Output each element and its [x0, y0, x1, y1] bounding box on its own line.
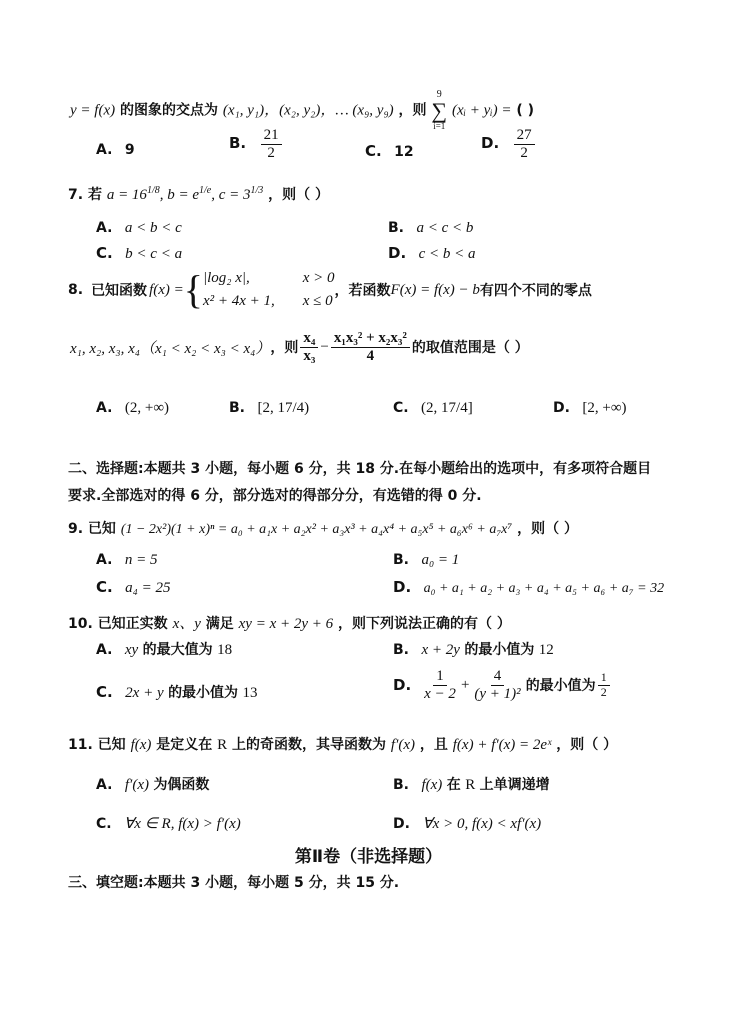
q6-sum-body: (xᵢ + yᵢ) =: [451, 102, 512, 119]
q11-fpx: f′(x): [390, 737, 416, 753]
q11-R: R: [217, 737, 228, 753]
q10-vars: x、y: [172, 616, 201, 632]
question-number: 10.: [68, 616, 93, 632]
option-label: A.: [96, 142, 113, 158]
option-value: [2, 17/4): [257, 400, 310, 416]
option-label: B.: [229, 134, 247, 152]
option-value: a₄ = 25: [125, 580, 171, 596]
q10-mid: 满足: [205, 616, 234, 632]
question-number: 8.: [68, 282, 84, 298]
q8-fraction-1: [300, 330, 318, 364]
q11-text-3: ，且: [419, 737, 448, 753]
q6-text-post: ，则: [398, 102, 427, 119]
fraction-denominator: x − 2: [424, 685, 456, 702]
fraction-denominator: 2: [520, 144, 528, 161]
option-text: 为偶函数: [153, 777, 210, 793]
q8-tail: 有四个不同的零点: [479, 283, 592, 299]
fraction-denominator: (y + 1)²: [474, 685, 521, 702]
option-label: A.: [96, 777, 113, 793]
option-label: C.: [96, 816, 112, 832]
q10-option-c[interactable]: [96, 682, 258, 702]
q6-stem-tail: [70, 90, 534, 131]
option-value: ∀x > 0, f(x) < xf′(x): [422, 816, 542, 832]
q9-option-a[interactable]: [96, 552, 158, 569]
case-1-expr: |log₂ x|,: [202, 270, 250, 286]
question-number: 11.: [68, 737, 93, 753]
option-value: a < b < c: [124, 220, 182, 236]
section2-header-line1: 二、选择题:本题共 3 小题，每小题 6 分，共 18 分.在每小题给出的选项中，有多项符合题目: [68, 461, 652, 477]
option-label: D.: [393, 676, 412, 694]
q10-d-answer-fraction: [598, 671, 610, 698]
q10-option-b[interactable]: [393, 639, 554, 659]
option-value: a < c < b: [416, 220, 474, 236]
option-label: C.: [96, 578, 113, 596]
option-label: D.: [481, 134, 500, 152]
q11-tail: ，则（ ）: [556, 737, 618, 753]
q6-sum-symbol: 9 ∑ i=1: [431, 89, 448, 131]
option-text: 的最小值为: [168, 685, 239, 701]
q8-lead: 已知函数: [91, 283, 148, 299]
q7-option-a[interactable]: [96, 220, 182, 237]
option-text: 在: [446, 777, 461, 793]
q9-option-d[interactable]: [393, 578, 664, 597]
q8-fx: f(x) =: [149, 281, 184, 298]
q8-option-d[interactable]: [553, 400, 627, 417]
option-label: B.: [393, 777, 409, 793]
q6-option-d[interactable]: [481, 127, 537, 161]
q6-option-c[interactable]: [365, 142, 414, 160]
option-label: C.: [365, 142, 382, 160]
q10-option-a[interactable]: [96, 639, 232, 659]
option-R: R: [465, 777, 476, 793]
q7-lead: 若: [87, 187, 102, 203]
option-value: (2, 17/4]: [421, 400, 473, 416]
q11-option-c[interactable]: [96, 814, 241, 833]
option-value: a₀ = 1: [421, 552, 460, 568]
option-label: B.: [388, 220, 404, 236]
option-text: 的最大值为: [142, 642, 213, 658]
option-value: 9: [124, 142, 135, 158]
option-label: D.: [388, 244, 407, 262]
option-value: 18: [217, 642, 233, 658]
q7-option-c[interactable]: [96, 244, 182, 263]
option-text-2: 上单调递增: [479, 777, 550, 793]
option-label: B.: [393, 642, 409, 658]
q7-stem: [68, 184, 329, 204]
q8-Fx: F(x) = f(x) − b: [390, 281, 480, 298]
option-label: D.: [393, 816, 410, 832]
q11-lead: 已知: [97, 737, 126, 753]
q11-stem: [68, 734, 617, 754]
q6-option-b[interactable]: [229, 127, 284, 161]
piecewise-brace: {: [183, 267, 203, 312]
case-2-expr: x² + 4x + 1,: [202, 293, 275, 309]
q6-text-pre: 的图象的交点为: [119, 102, 218, 119]
q11-option-d[interactable]: [393, 814, 541, 833]
q8-then: ，则: [270, 340, 299, 356]
option-label: D.: [553, 400, 570, 416]
q8-option-c[interactable]: [393, 400, 473, 417]
fraction-denominator: 4: [366, 347, 375, 364]
option-expr: 2x + y: [125, 685, 164, 701]
q6-d-fraction: [514, 127, 535, 161]
q8-stem-line2: x₁, x₂, x₃, x₄（x₁ < x₂ < x₃ < x₄） ，则 $\frac{\text{x₄}}{\text{x₃}}$ − $\frac{\text{x₁x₃² + x₂x₃²}}{4}$ 的取值范围是（ ）: [70, 330, 529, 364]
fraction-numerator: 21: [261, 127, 282, 145]
option-label: A.: [96, 220, 113, 236]
option-expr: x + 2y: [421, 642, 460, 658]
q6-answer-paren: ( ): [516, 102, 535, 119]
q8-line2-tail: 的取值范围是（ ）: [411, 340, 529, 356]
option-label: B.: [393, 552, 409, 568]
section2-header-line2: 要求.全部选对的得 6 分，部分选对的得部分分，有选错的得 0 分.: [68, 488, 482, 504]
q7-expression: $a = 16^{1/8}$, $b = e^{1/e}$, $c = 3^{1/3}$: [106, 185, 264, 203]
q6-points: (x₁, y₁)，(x₂, y₂)，… (x₉, y₉): [222, 102, 394, 119]
q11-equation: f(x) + f′(x) = 2eˣ: [452, 737, 552, 753]
q11-fx: f(x): [130, 737, 152, 753]
q11-text-2: 上的奇函数，其导函数为: [232, 737, 387, 753]
option-text: 的最小值为: [525, 678, 596, 694]
q9-expression: (1 − 2x²)(1 + x)ⁿ = a₀ + a₁x + a₂x² + a₃x³ + a₄x⁴ + a₅x⁵ + a₆x⁶ + a₇x⁷: [120, 522, 513, 537]
fraction-numerator: x₁x₃² + x₂x₃²: [331, 330, 410, 348]
option-label: C.: [96, 683, 113, 701]
q6-function: y = f(x): [70, 102, 116, 119]
option-value: n = 5: [124, 552, 158, 568]
case-1-cond: x > 0: [302, 270, 335, 286]
q10-tail: ，则下列说法正确的有（ ）: [338, 616, 511, 632]
q8-mid: ，若函数: [334, 283, 391, 299]
option-value: b < c < a: [125, 246, 183, 262]
fraction-numerator: 27: [514, 127, 535, 145]
q11-option-b[interactable]: [393, 774, 550, 794]
fraction-denominator: 2: [267, 144, 275, 161]
option-label: D.: [393, 578, 412, 596]
option-expr: f′(x): [124, 777, 149, 793]
option-value: ∀x ∈ R, f(x) > f′(x): [124, 816, 241, 832]
option-value: a₀ + a₁ + a₂ + a₃ + a₄ + a₅ + a₆ + a₇ = 32: [423, 581, 665, 596]
q10-expression: xy = x + 2y + 6: [238, 616, 334, 632]
q9-tail: ，则（ ）: [517, 521, 579, 537]
q9-option-b[interactable]: [393, 552, 459, 569]
part2-title: 第Ⅱ卷（非选择题）: [294, 847, 443, 867]
q9-stem: [68, 518, 578, 538]
q7-tail: ，则（ ）: [268, 187, 330, 203]
option-value: [2, +∞): [582, 400, 627, 416]
question-number: 7.: [68, 187, 84, 203]
option-text: 的最小值为: [464, 642, 535, 658]
q9-lead: 已知: [87, 521, 116, 537]
q10-option-d[interactable]: D. $\frac{1}{x - 2}$ + $\frac{4}{\text{(y + 1)²}}$ 的最小值为 $\frac{1}{2}$: [393, 668, 612, 702]
q6-sum-top: 9: [436, 89, 442, 100]
option-expr: xy: [124, 642, 139, 658]
fraction-numerator: x₄: [300, 330, 318, 348]
option-value: 12: [394, 144, 414, 160]
q10-d-fraction-1: [421, 668, 459, 702]
option-value: 12: [538, 642, 554, 658]
option-label: C.: [393, 400, 409, 416]
option-label: A.: [96, 552, 113, 568]
question-number: 9.: [68, 521, 84, 537]
option-label: B.: [229, 400, 245, 416]
option-expr: f(x): [421, 777, 443, 793]
option-label: A.: [96, 642, 113, 658]
fraction-numerator: 1: [598, 671, 610, 685]
q11-text-1: 是定义在: [156, 737, 213, 753]
q7-option-d[interactable]: [388, 244, 476, 263]
section3-header: 三、填空题:本题共 3 小题，每小题 5 分，共 15 分.: [68, 875, 400, 891]
q10-d-fraction-2: [471, 668, 523, 702]
q8-option-b[interactable]: [229, 400, 309, 417]
q9-option-c[interactable]: [96, 578, 171, 597]
q11-option-a[interactable]: [96, 774, 209, 794]
fraction-numerator: 1: [433, 668, 447, 686]
fraction-denominator: x₃: [303, 347, 316, 364]
option-value: (2, +∞): [124, 400, 170, 416]
q8-fraction-2: [331, 330, 410, 364]
q8-stem: [68, 267, 592, 312]
q6-option-a[interactable]: [96, 142, 135, 158]
q10-stem: [68, 612, 511, 633]
q8-option-a[interactable]: [96, 400, 169, 417]
option-value: c < b < a: [418, 246, 476, 262]
q6-b-fraction: [261, 127, 282, 161]
fraction-denominator: 2: [600, 684, 607, 699]
q7-option-b[interactable]: [388, 220, 473, 237]
q6-sum-bottom: i=1: [433, 121, 446, 131]
fraction-numerator: 4: [491, 668, 505, 686]
case-2-cond: x ≤ 0: [302, 293, 333, 309]
q8-vars: x₁, x₂, x₃, x₄（x₁ < x₂ < x₃ < x₄）: [70, 340, 271, 357]
option-value: 13: [242, 685, 258, 701]
q8-piecewise: [203, 270, 335, 310]
q10-lead: 已知正实数: [97, 616, 168, 632]
option-label: C.: [96, 244, 113, 262]
option-label: A.: [96, 400, 113, 416]
